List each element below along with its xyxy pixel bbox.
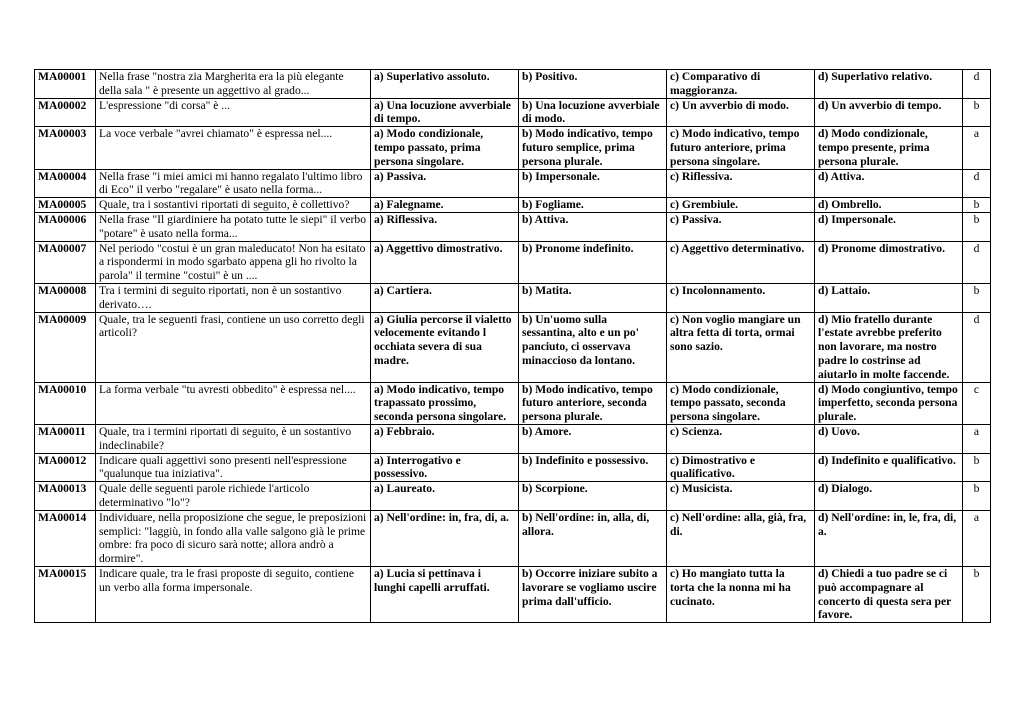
table-row	[35, 127, 991, 169]
question-text: Individuare, nella proposizione che segue, le preposizioni semplici: "laggiù, in fondo alla valle salgono già le prime ombre: fra poco di sicuro sarà notte; allora andrò a dormire".	[96, 510, 371, 566]
option-c: c) Comparativo di maggioranza.	[667, 70, 815, 99]
question-text: La voce verbale "avrei chiamato" è espressa nel....	[96, 127, 371, 169]
correct-answer: d	[963, 169, 991, 198]
quiz-table-body	[35, 70, 991, 623]
option-a: a) Lucia si pettinava i lunghi capelli arruffati.	[371, 566, 519, 622]
option-b: b) Modo indicativo, tempo futuro semplice, prima persona plurale.	[519, 127, 667, 169]
option-d: d) Un avverbio di tempo.	[815, 98, 963, 127]
question-id: MA00010	[35, 382, 96, 424]
correct-answer: b	[963, 283, 991, 312]
option-d: d) Uovo.	[815, 424, 963, 453]
option-c: c) Non voglio mangiare un altra fetta di torta, ormai sono sazio.	[667, 312, 815, 382]
option-b: b) Nell'ordine: in, alla, di, allora.	[519, 510, 667, 566]
option-c: c) Riflessiva.	[667, 169, 815, 198]
question-text: Indicare quale, tra le frasi proposte di seguito, contiene un verbo alla forma impersonale.	[96, 566, 371, 622]
option-d: d) Lattaio.	[815, 283, 963, 312]
option-a: a) Febbraio.	[371, 424, 519, 453]
question-id: MA00009	[35, 312, 96, 382]
question-text: La forma verbale "tu avresti obbedito" è espressa nel....	[96, 382, 371, 424]
option-b: b) Un'uomo sulla sessantina, alto e un po' panciuto, ci osservava minaccioso da lontano.	[519, 312, 667, 382]
correct-answer: b	[963, 212, 991, 241]
question-id: MA00008	[35, 283, 96, 312]
question-id: MA00005	[35, 198, 96, 213]
option-d: d) Pronome dimostrativo.	[815, 241, 963, 283]
question-id: MA00003	[35, 127, 96, 169]
question-id: MA00006	[35, 212, 96, 241]
option-b: b) Modo indicativo, tempo futuro anteriore, seconda persona plurale.	[519, 382, 667, 424]
table-row	[35, 453, 991, 482]
option-c: c) Modo condizionale, tempo passato, seconda persona singolare.	[667, 382, 815, 424]
option-b: b) Amore.	[519, 424, 667, 453]
option-c: c) Ho mangiato tutta la torta che la nonna mi ha cucinato.	[667, 566, 815, 622]
question-id: MA00004	[35, 169, 96, 198]
table-row	[35, 382, 991, 424]
correct-answer: d	[963, 241, 991, 283]
question-text: Quale delle seguenti parole richiede l'articolo determinativo "lo"?	[96, 482, 371, 511]
table-row	[35, 98, 991, 127]
option-b: b) Scorpione.	[519, 482, 667, 511]
option-d: d) Superlativo relativo.	[815, 70, 963, 99]
option-d: d) Indefinito e qualificativo.	[815, 453, 963, 482]
question-id: MA00015	[35, 566, 96, 622]
option-c: c) Aggettivo determinativo.	[667, 241, 815, 283]
correct-answer: b	[963, 453, 991, 482]
option-b: b) Pronome indefinito.	[519, 241, 667, 283]
question-id: MA00013	[35, 482, 96, 511]
option-a: a) Modo indicativo, tempo trapassato prossimo, seconda persona singolare.	[371, 382, 519, 424]
correct-answer: b	[963, 98, 991, 127]
question-text: L'espressione "di corsa" è ...	[96, 98, 371, 127]
table-row	[35, 482, 991, 511]
option-a: a) Riflessiva.	[371, 212, 519, 241]
correct-answer: b	[963, 482, 991, 511]
correct-answer: b	[963, 198, 991, 213]
option-b: b) Una locuzione avverbiale di modo.	[519, 98, 667, 127]
question-id: MA00012	[35, 453, 96, 482]
option-a: a) Cartiera.	[371, 283, 519, 312]
option-d: d) Chiedi a tuo padre se ci può accompagnare al concerto di questa sera per favore.	[815, 566, 963, 622]
option-c: c) Incolonnamento.	[667, 283, 815, 312]
option-d: d) Attiva.	[815, 169, 963, 198]
question-text: Nella frase "nostra zia Margherita era la più elegante della sala " è presente un aggettivo al grado...	[96, 70, 371, 99]
correct-answer: b	[963, 566, 991, 622]
question-id: MA00001	[35, 70, 96, 99]
option-a: a) Nell'ordine: in, fra, di, a.	[371, 510, 519, 566]
correct-answer: d	[963, 312, 991, 382]
option-a: a) Passiva.	[371, 169, 519, 198]
table-row	[35, 169, 991, 198]
option-a: a) Giulia percorse il vialetto velocemente evitando l occhiata severa di sua madre.	[371, 312, 519, 382]
option-d: d) Ombrello.	[815, 198, 963, 213]
option-c: c) Grembiule.	[667, 198, 815, 213]
question-text: Tra i termini di seguito riportati, non è un sostantivo derivato….	[96, 283, 371, 312]
option-c: c) Un avverbio di modo.	[667, 98, 815, 127]
question-id: MA00002	[35, 98, 96, 127]
option-b: b) Impersonale.	[519, 169, 667, 198]
option-b: b) Fogliame.	[519, 198, 667, 213]
correct-answer: a	[963, 510, 991, 566]
option-d: d) Modo condizionale, tempo presente, prima persona plurale.	[815, 127, 963, 169]
option-a: a) Falegname.	[371, 198, 519, 213]
question-text: Quale, tra i termini riportati di seguito, è un sostantivo indeclinabile?	[96, 424, 371, 453]
option-b: b) Matita.	[519, 283, 667, 312]
option-b: b) Indefinito e possessivo.	[519, 453, 667, 482]
question-id: MA00011	[35, 424, 96, 453]
option-c: c) Scienza.	[667, 424, 815, 453]
table-row	[35, 198, 991, 213]
option-a: a) Una locuzione avverbiale di tempo.	[371, 98, 519, 127]
table-row	[35, 70, 991, 99]
correct-answer: d	[963, 70, 991, 99]
correct-answer: a	[963, 127, 991, 169]
table-row	[35, 212, 991, 241]
option-d: d) Dialogo.	[815, 482, 963, 511]
table-row	[35, 283, 991, 312]
option-b: b) Attiva.	[519, 212, 667, 241]
table-row	[35, 566, 991, 622]
option-d: d) Impersonale.	[815, 212, 963, 241]
question-text: Nella frase "i miei amici mi hanno regalato l'ultimo libro di Eco" il verbo "regalare" è usato nella forma...	[96, 169, 371, 198]
option-b: b) Occorre iniziare subito a lavorare se vogliamo uscire prima dall'ufficio.	[519, 566, 667, 622]
table-row	[35, 241, 991, 283]
option-c: c) Passiva.	[667, 212, 815, 241]
table-row	[35, 510, 991, 566]
option-a: a) Aggettivo dimostrativo.	[371, 241, 519, 283]
option-d: d) Modo congiuntivo, tempo imperfetto, seconda persona plurale.	[815, 382, 963, 424]
question-text: Quale, tra le seguenti frasi, contiene un uso corretto degli articoli?	[96, 312, 371, 382]
question-text: Indicare quali aggettivi sono presenti nell'espressione "qualunque tua iniziativa".	[96, 453, 371, 482]
option-d: d) Nell'ordine: in, le, fra, di, a.	[815, 510, 963, 566]
table-row	[35, 424, 991, 453]
option-a: a) Superlativo assoluto.	[371, 70, 519, 99]
option-c: c) Nell'ordine: alla, già, fra, di.	[667, 510, 815, 566]
question-text: Nel periodo "costui è un gran maleducato! Non ha esitato a rispondermi in modo sgarbato appena gli ho rivolto la parola" il termine "costui" è un ....	[96, 241, 371, 283]
quiz-table	[34, 69, 991, 623]
question-text: Quale, tra i sostantivi riportati di seguito, è collettivo?	[96, 198, 371, 213]
correct-answer: c	[963, 382, 991, 424]
question-text: Nella frase "Il giardiniere ha potato tutte le siepi" il verbo "potare" è usato nella forma...	[96, 212, 371, 241]
option-a: a) Laureato.	[371, 482, 519, 511]
question-id: MA00007	[35, 241, 96, 283]
question-id: MA00014	[35, 510, 96, 566]
option-a: a) Modo condizionale, tempo passato, prima persona singolare.	[371, 127, 519, 169]
option-b: b) Positivo.	[519, 70, 667, 99]
option-c: c) Modo indicativo, tempo futuro anteriore, prima persona singolare.	[667, 127, 815, 169]
option-c: c) Musicista.	[667, 482, 815, 511]
table-row	[35, 312, 991, 382]
correct-answer: a	[963, 424, 991, 453]
option-c: c) Dimostrativo e qualificativo.	[667, 453, 815, 482]
option-d: d) Mio fratello durante l'estate avrebbe preferito non lavorare, ma nostro padre lo costrinse ad aiutarlo in molte faccende.	[815, 312, 963, 382]
option-a: a) Interrogativo e possessivo.	[371, 453, 519, 482]
